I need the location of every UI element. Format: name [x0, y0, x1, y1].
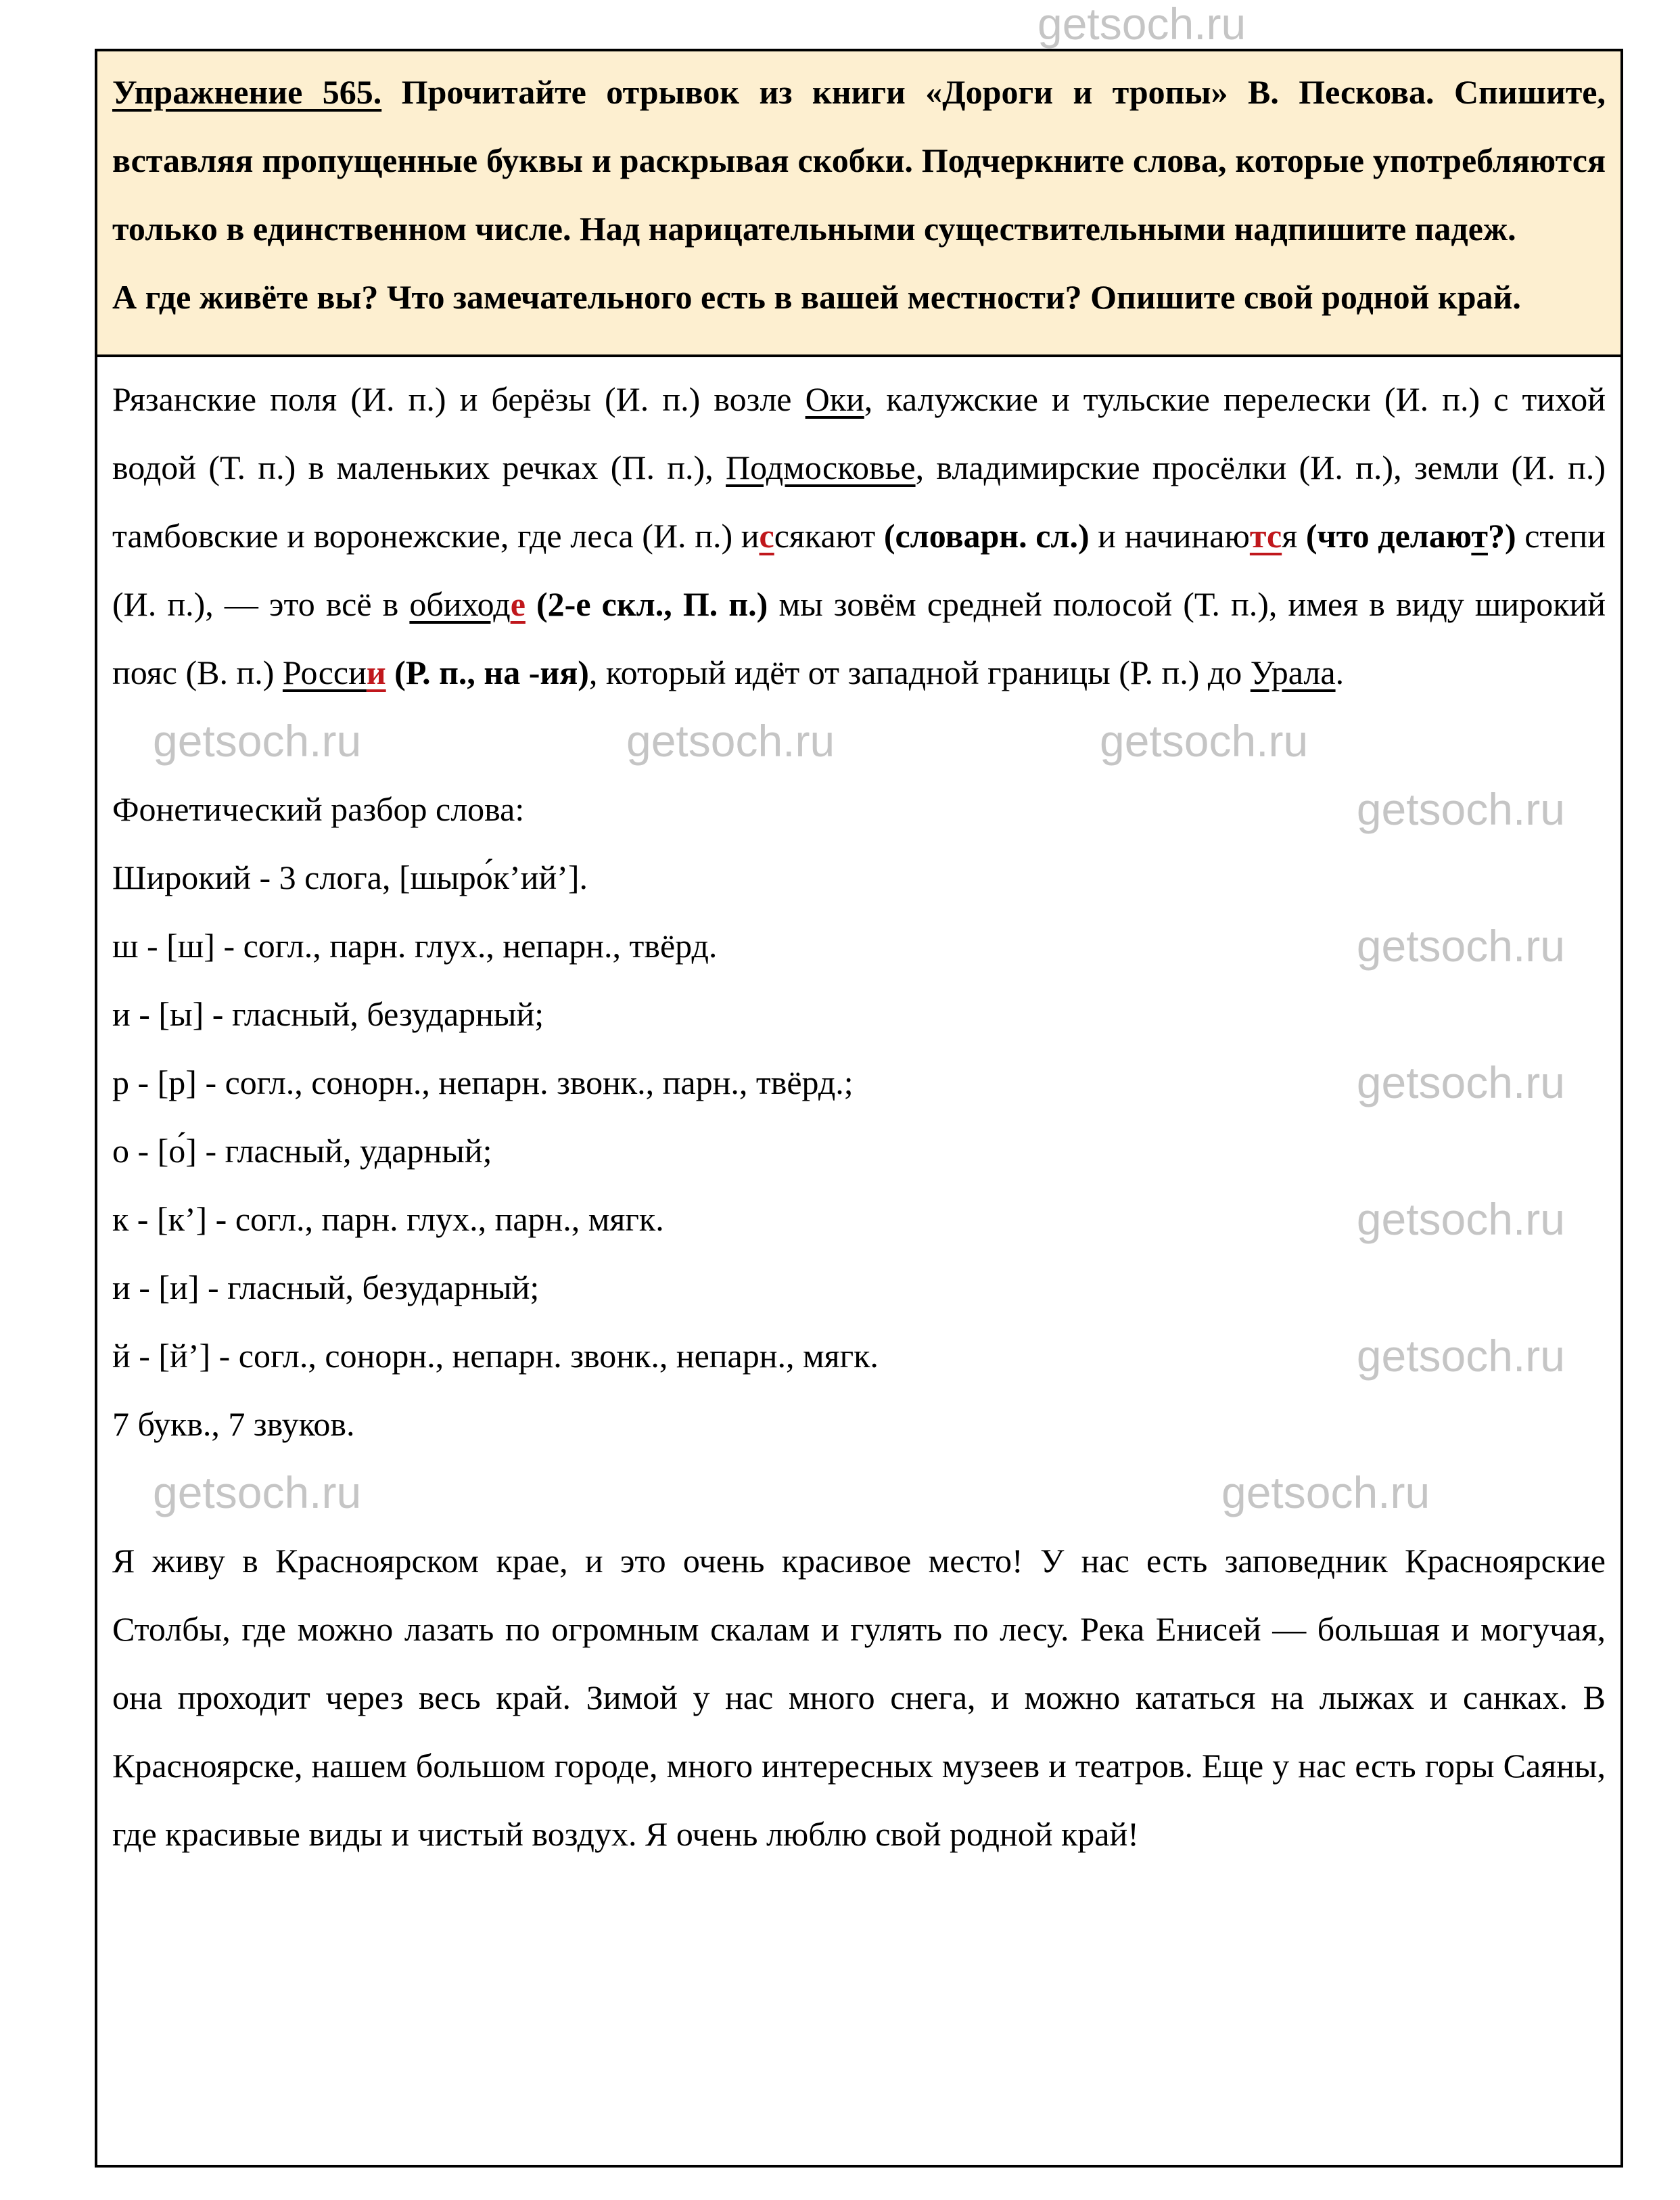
watermark: getsoch.ru: [1356, 921, 1565, 971]
watermark: getsoch.ru: [153, 716, 362, 766]
phonetic-line: о - [о́] - гласный, ударный;: [112, 1132, 492, 1170]
underlined-word: Подмосковье: [726, 449, 916, 486]
phonetic-title: Фонетический разбор слова:: [112, 790, 525, 828]
inserted-letter: тс: [1249, 517, 1282, 555]
underlined-word: Росси: [282, 654, 367, 691]
annotation: (словарн. сл.): [883, 517, 1090, 555]
passage-segment: я: [1282, 517, 1306, 555]
annotation: (что делаю: [1305, 517, 1472, 555]
inserted-letter: с: [759, 517, 774, 555]
instruction-text: Прочитайте отрывок из книги «Дороги и тропы» В. Пескова. Спишите, вставляя пропущенные буквы и раскрывая скобки. Подчеркните слова, которые употребляются только в единственном числе. Над нарицательными существительными надпишите падеж.: [112, 73, 1606, 248]
passage-text: [112, 365, 1606, 707]
passage-segment: .: [1335, 654, 1345, 691]
underlined-word: т: [1471, 517, 1488, 555]
watermark: getsoch.ru: [1356, 1057, 1565, 1107]
phonetic-line: и - [ы] - гласный, безударный;: [112, 995, 544, 1033]
phonetic-line: й - [й’] - согл., сонорн., непарн. звонк., непарн., мягк.: [112, 1337, 879, 1375]
underlined-word: обиход: [409, 585, 511, 623]
annotation: (Р. п., на -ия): [394, 654, 589, 691]
watermark: getsoch.ru: [626, 716, 835, 766]
phonetic-line: Широкий - 3 слога, [шыро́к’ий’].: [112, 858, 588, 896]
spacer: [112, 1459, 1606, 1527]
watermark: getsoch.ru: [1100, 716, 1309, 766]
essay-text: Я живу в Красноярском крае, и это очень красивое место! У нас есть заповедник Красноярские Столбы, где можно лазать по огромным скалам и гулять по лесу. Река Енисей — большая и могучая, она проходит через весь край. Зимой у нас много снега, и можно кататься на лыжах и санках. В Красноярске, нашем большом городе, много интересных музеев и театров. Еще у нас есть горы Саяны, где красивые виды и чистый воздух. Я очень люблю свой родной край!: [112, 1542, 1606, 1853]
passage-segment: , который идёт от западной границы (Р. п.) до: [588, 654, 1251, 691]
passage-segment: [526, 585, 536, 623]
watermark: getsoch.ru: [1356, 1194, 1565, 1244]
answer-content: [97, 357, 1620, 1869]
watermark: getsoch.ru: [1037, 0, 1246, 49]
phonetic-line: к - [к’] - согл., парн. глух., парн., мягк.: [112, 1200, 664, 1238]
inserted-letter: е: [510, 585, 526, 623]
exercise-header: [97, 51, 1620, 357]
passage-segment: [386, 654, 395, 691]
spacer: [112, 707, 1606, 775]
underlined-word: Оки: [805, 380, 864, 418]
watermark: getsoch.ru: [1221, 1467, 1430, 1517]
phonetic-line: р - [р] - согл., сонорн., непарн. звонк., парн., твёрд.;: [112, 1063, 854, 1101]
exercise-instruction: [112, 58, 1606, 263]
exercise-number: Упражнение 565.: [112, 73, 382, 111]
inserted-letter: и: [366, 654, 386, 691]
passage-segment: и начинаю: [1089, 517, 1250, 555]
phonetic-line: и - [и] - гласный, безударный;: [112, 1268, 540, 1306]
watermark: getsoch.ru: [153, 1467, 362, 1517]
passage-segment: , калужские и тульские перелески (И. п.) с тихой водой (Т. п.) в маленьких речках (П. п.),: [112, 380, 1606, 486]
exercise-card: [95, 49, 1623, 2168]
phonetic-analysis: [112, 844, 1606, 1459]
annotation: ?): [1487, 517, 1516, 555]
passage-segment: Рязанские поля (И. п.) и берёзы (И. п.) возле: [112, 380, 806, 418]
phonetic-line: ш - [ш] - согл., парн. глух., непарн., твёрд.: [112, 927, 718, 965]
underlined-word: Урала: [1250, 654, 1336, 691]
passage-segment: мы зовём средней полосой (Т. п.), имея в виду широкий пояс (В. п.): [112, 585, 1606, 691]
phonetic-line: 7 букв., 7 звуков.: [112, 1405, 355, 1443]
watermark: getsoch.ru: [1356, 1331, 1565, 1381]
passage-segment: степи (И. п.), — это всё в: [112, 517, 1606, 623]
question-text: А где живёте вы? Что замечательного есть в вашей местности? Опишите свой родной край.: [112, 278, 1521, 316]
phonetic-section: [112, 775, 1606, 1459]
watermark: getsoch.ru: [1356, 784, 1565, 834]
passage-segment: , владимирские просёлки (И. п.), земли (И. п.) тамбовские и воронежские, где леса (И. п.) и: [112, 449, 1606, 555]
annotation: (2-е скл., П. п.): [536, 585, 768, 623]
passage-segment: сякают: [774, 517, 884, 555]
